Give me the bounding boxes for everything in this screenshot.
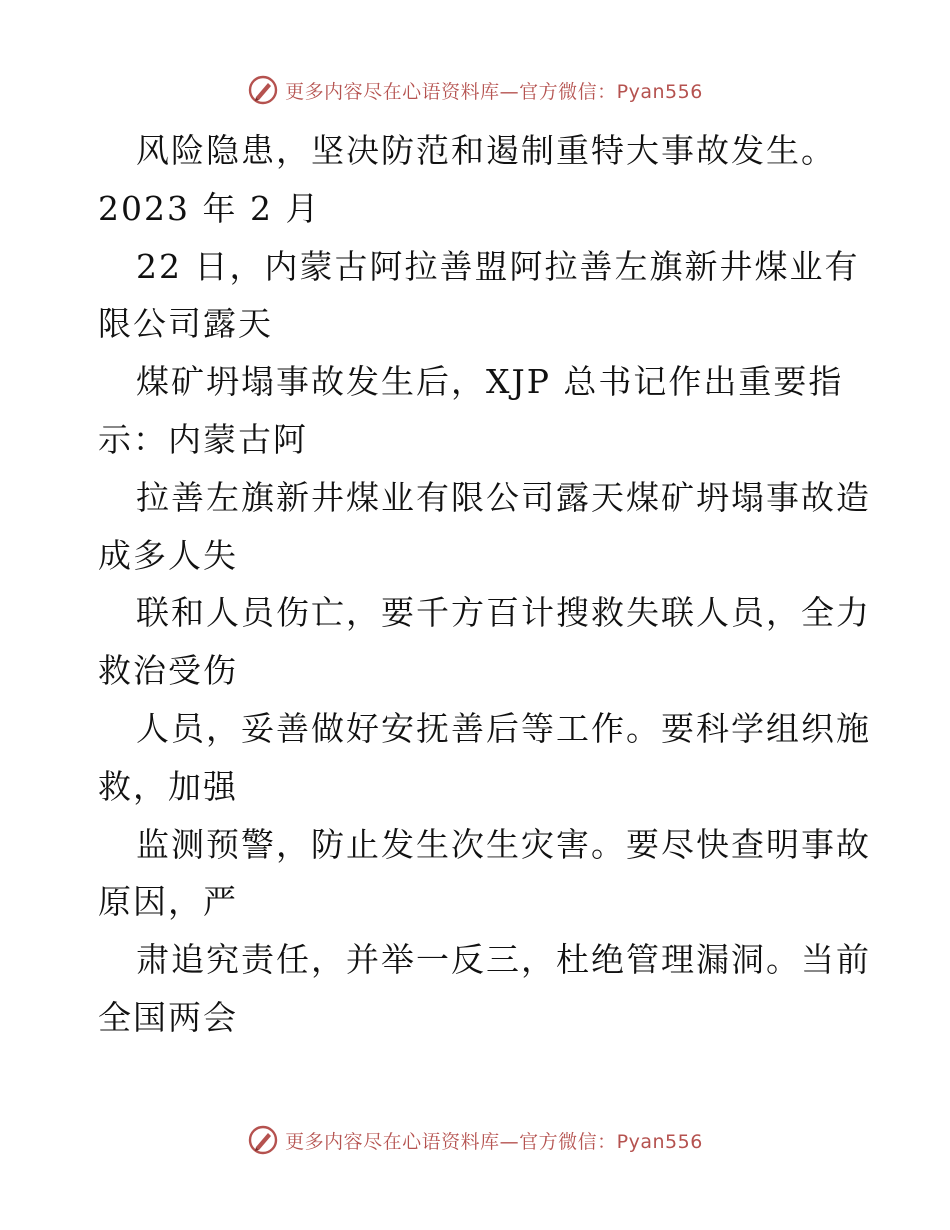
footer-watermark: [0, 1124, 950, 1156]
text-line: 原因，严: [98, 882, 238, 922]
text-line: 限公司露天: [98, 304, 273, 344]
text-line: 人员，妥善做好安抚善后等工作。要科学组织施: [136, 708, 871, 748]
text-line: 2023 年 2 月: [98, 188, 321, 228]
pen-seal-logo-icon: [247, 74, 279, 106]
text-line: 拉善左旗新井煤业有限公司露天煤矿坍塌事故造: [136, 477, 871, 517]
text-line: 救治受伤: [98, 651, 238, 691]
text-line: 监测预警，防止发生次生灾害。要尽快查明事故: [136, 824, 871, 864]
watermark-text: 更多内容尽在心语资料库—官方微信：Pyan556: [285, 1130, 703, 1153]
watermark-text: 更多内容尽在心语资料库—官方微信：Pyan556: [285, 80, 703, 103]
text-line: 成多人失: [98, 535, 238, 575]
text-line: 风险隐患，坚决防范和遏制重特大事故发生。: [136, 131, 836, 170]
text-line: 全国两会: [98, 997, 238, 1037]
text-line: 示：内蒙古阿: [98, 419, 308, 459]
text-line: 22 日，内蒙古阿拉善盟阿拉善左旗新井煤业有: [136, 246, 860, 286]
text-line: 煤矿坍塌事故发生后，XJP 总书记作出重要指: [136, 362, 844, 402]
text-line: 肃追究责任，并举一反三，杜绝管理漏洞。当前: [136, 940, 871, 980]
header-watermark: [0, 74, 950, 106]
text-line: 联和人员伤亡，要千方百计搜救失联人员，全力: [136, 593, 871, 633]
pen-seal-logo-icon: [247, 1124, 279, 1156]
document-body: [98, 122, 871, 1047]
text-line: 救，加强: [98, 766, 238, 806]
